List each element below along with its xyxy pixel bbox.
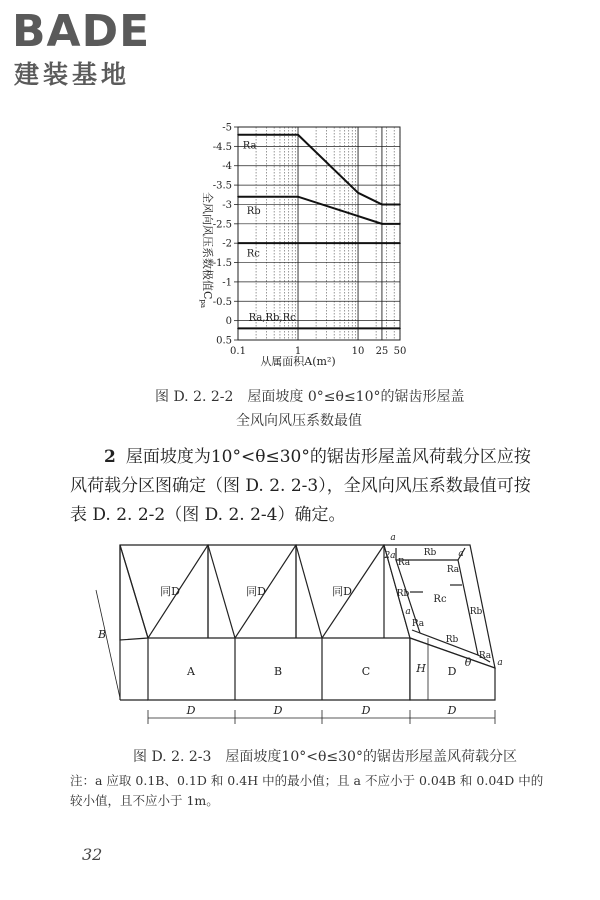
region-ra-1: Ra [397, 558, 411, 568]
page-number: 32 [82, 845, 103, 864]
chart-x-tick-label: 0.1 [230, 346, 246, 357]
chart-y-label: 全风向风压系数极值$C_{pa}$ [199, 191, 214, 309]
logo-brand: BADE [12, 6, 151, 57]
sawtooth-roof-diagram [90, 530, 510, 730]
chart-x-tick-label: 50 [393, 346, 407, 357]
chart-data-point [297, 134, 299, 136]
chart-y-tick-label: -2 [222, 238, 232, 250]
chart-y-tick-label: -4.5 [212, 141, 232, 153]
chart-y-tick-label: -2.5 [212, 219, 232, 231]
chart-series-label: Rc [246, 248, 260, 260]
b-label: B [97, 628, 107, 641]
logo-subtitle: 建装基地 [14, 60, 131, 89]
chart-y-tick-label: -0.5 [212, 296, 232, 308]
a-label-side: a [497, 658, 503, 668]
region-rb-4: Rb [445, 635, 459, 645]
chart-data-point [399, 328, 401, 330]
roof-label-1: 同D [160, 585, 180, 598]
chart-data-point [357, 192, 359, 194]
roof-label-3: 同D [332, 585, 352, 598]
h-label: H [416, 662, 426, 675]
figure1-caption-line1: 图 D. 2. 2-2 屋面坡度 0°≤θ≤10°的锯齿形屋盖 [155, 389, 465, 405]
chart-x-label: 从属面积A(m²) [260, 355, 336, 368]
chart-data-point [237, 196, 239, 198]
chart-data-point [399, 242, 401, 244]
brand-logo [8, 4, 178, 94]
chart-data-point [357, 215, 359, 217]
dim-d-1: D [186, 704, 196, 717]
dim-d-3: D [361, 704, 371, 717]
zone-a: A [187, 665, 195, 678]
region-rb-3: Rb [469, 607, 483, 617]
chart-y-tick-label: -1.5 [212, 258, 232, 270]
chart-x-tick-label: 10 [351, 346, 365, 357]
chart-data-point [237, 242, 239, 244]
roof-label-2: 同D [246, 585, 266, 598]
region-ra-3: Ra [411, 619, 425, 629]
figure2-caption: 图 D. 2. 2-3 屋面坡度10°<θ≤30°的锯齿形屋盖风荷载分区 [133, 749, 517, 765]
two-a-label: 2a [384, 551, 396, 561]
region-rb-1: Rb [423, 548, 437, 558]
paragraph-text: 屋面坡度为10°<θ≤30°的锯齿形屋盖风荷载分区应按风荷载分区图确定（图 D. 2. 2-3），全风向风压系数最值可按表 D. 2. 2-2（图 D. 2. 2-4）确定。 [70, 447, 531, 525]
dim-d-2: D [273, 704, 283, 717]
body-paragraph [70, 443, 540, 530]
dim-d-4: D [447, 704, 457, 717]
chart-data-point [381, 204, 383, 206]
chart-data-point [399, 204, 401, 206]
chart-series-label: Ra [242, 140, 257, 152]
chart-data-point [237, 328, 239, 330]
chart-y-tick-label: 0 [225, 316, 232, 328]
zone-b: B [273, 665, 283, 678]
chart-data-point [399, 223, 401, 225]
chart-y-tick-label: -4 [222, 161, 232, 173]
chart-series-label: Rb [246, 206, 261, 218]
chart-y-tick-label: -1 [222, 277, 232, 289]
wind-pressure-chart [150, 115, 450, 375]
chart-y-tick-label: -3.5 [212, 180, 232, 192]
chart-x-tick-label: 25 [375, 346, 389, 357]
chart-data-point [297, 196, 299, 198]
region-rc: Rc [433, 594, 447, 605]
figure1-caption-line2: 全风向风压系数最值 [236, 413, 362, 429]
region-ra-2: Ra [446, 565, 460, 575]
region-ra-4: Ra [478, 651, 492, 661]
chart-series-label: Ra,Rb,Rc [248, 312, 296, 324]
chart-x-tick-label: 1 [294, 346, 302, 357]
zone-d: D [447, 665, 457, 678]
paragraph-number: 2 [104, 447, 116, 467]
note-text: 注：a 应取 0.1B、0.1D 和 0.4H 中的最小值；且 a 不应小于 0.04B 和 0.04D 中的较小值，且不应小于 1m。 [70, 773, 544, 808]
zone-c: C [361, 665, 371, 678]
a-label-top: a [390, 533, 396, 543]
chart-data-point [237, 134, 239, 136]
chart-y-tick-label: -5 [222, 122, 232, 134]
region-rb-2: Rb [396, 589, 410, 599]
chart-y-tick-label: 0.5 [216, 335, 232, 347]
a-label-right: a [458, 549, 464, 559]
theta-label: θ [464, 656, 472, 669]
chart-y-tick-label: -3 [222, 199, 232, 211]
chart-series-line-ra [238, 135, 400, 205]
chart-data-point [381, 223, 383, 225]
a-label-mid: a [405, 607, 411, 617]
chart-frame [238, 127, 400, 340]
